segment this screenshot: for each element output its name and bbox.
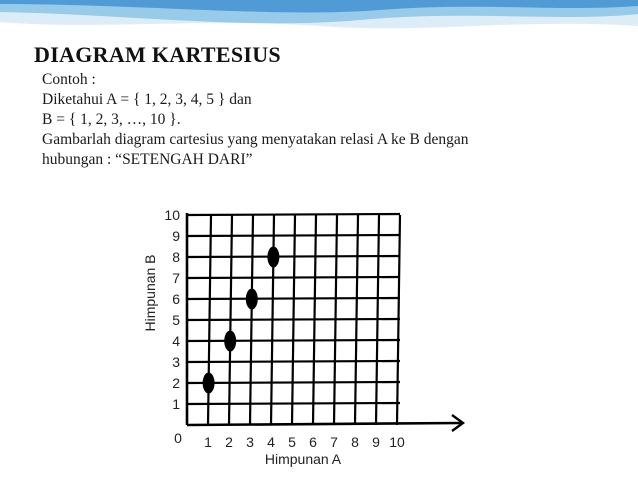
x-tick-label: 2 bbox=[225, 434, 233, 450]
tick-labels bbox=[164, 207, 405, 450]
y-axis-label: Himpunan B bbox=[142, 254, 158, 332]
x-tick-label: 1 bbox=[204, 434, 212, 450]
x-tick-label: 5 bbox=[288, 434, 296, 450]
set-b-definition: B = { 1, 2, 3, …, 10 }. bbox=[42, 111, 181, 128]
x-tick-label: 7 bbox=[330, 434, 338, 450]
x-tick-label: 10 bbox=[389, 434, 405, 450]
x-tick-label: 3 bbox=[246, 434, 254, 450]
grid-line-horizontal bbox=[187, 319, 400, 320]
y-tick-label: 5 bbox=[172, 312, 180, 328]
grid-line-horizontal bbox=[187, 361, 400, 362]
origin-label: 0 bbox=[174, 430, 182, 446]
y-tick-label: 2 bbox=[172, 375, 180, 391]
grid-line-horizontal bbox=[187, 235, 400, 236]
x-tick-label: 4 bbox=[267, 434, 275, 450]
grid-line-horizontal bbox=[187, 277, 400, 278]
data-point bbox=[203, 373, 215, 394]
y-tick-label: 10 bbox=[164, 207, 180, 223]
y-tick-label: 8 bbox=[172, 249, 180, 265]
x-tick-label: 9 bbox=[372, 434, 380, 450]
x-tick-label: 6 bbox=[309, 434, 317, 450]
slide-title: DIAGRAM KARTESIUS bbox=[34, 42, 281, 67]
y-tick-label: 9 bbox=[172, 228, 180, 244]
x-tick-label: 8 bbox=[351, 434, 359, 450]
y-tick-label: 1 bbox=[172, 396, 180, 412]
data-point bbox=[267, 247, 279, 268]
grid-line-horizontal bbox=[187, 382, 400, 383]
y-tick-label: 3 bbox=[172, 354, 180, 370]
set-a-definition: Diketahui A = { 1, 2, 3, 4, 5 } dan bbox=[42, 91, 252, 108]
y-tick-label: 7 bbox=[172, 270, 180, 286]
grid-lines bbox=[187, 214, 400, 425]
grid-line-horizontal bbox=[187, 214, 400, 215]
y-tick-label: 6 bbox=[172, 291, 180, 307]
data-point bbox=[246, 289, 258, 310]
example-label: Contoh : bbox=[42, 71, 96, 88]
data-point bbox=[224, 331, 236, 352]
x-axis-label: Himpunan A bbox=[264, 451, 342, 467]
y-tick-label: 4 bbox=[172, 333, 180, 349]
grid-line-horizontal bbox=[187, 403, 400, 404]
instruction-line-1: Gambarlah diagram cartesius yang menyatakan relasi A ke B dengan bbox=[42, 131, 469, 148]
grid-line-horizontal bbox=[187, 256, 400, 257]
grid-line-horizontal bbox=[187, 298, 400, 299]
grid-line-horizontal bbox=[187, 340, 400, 341]
instruction-line-2: hubungan : “SETENGAH DARI” bbox=[42, 151, 253, 168]
